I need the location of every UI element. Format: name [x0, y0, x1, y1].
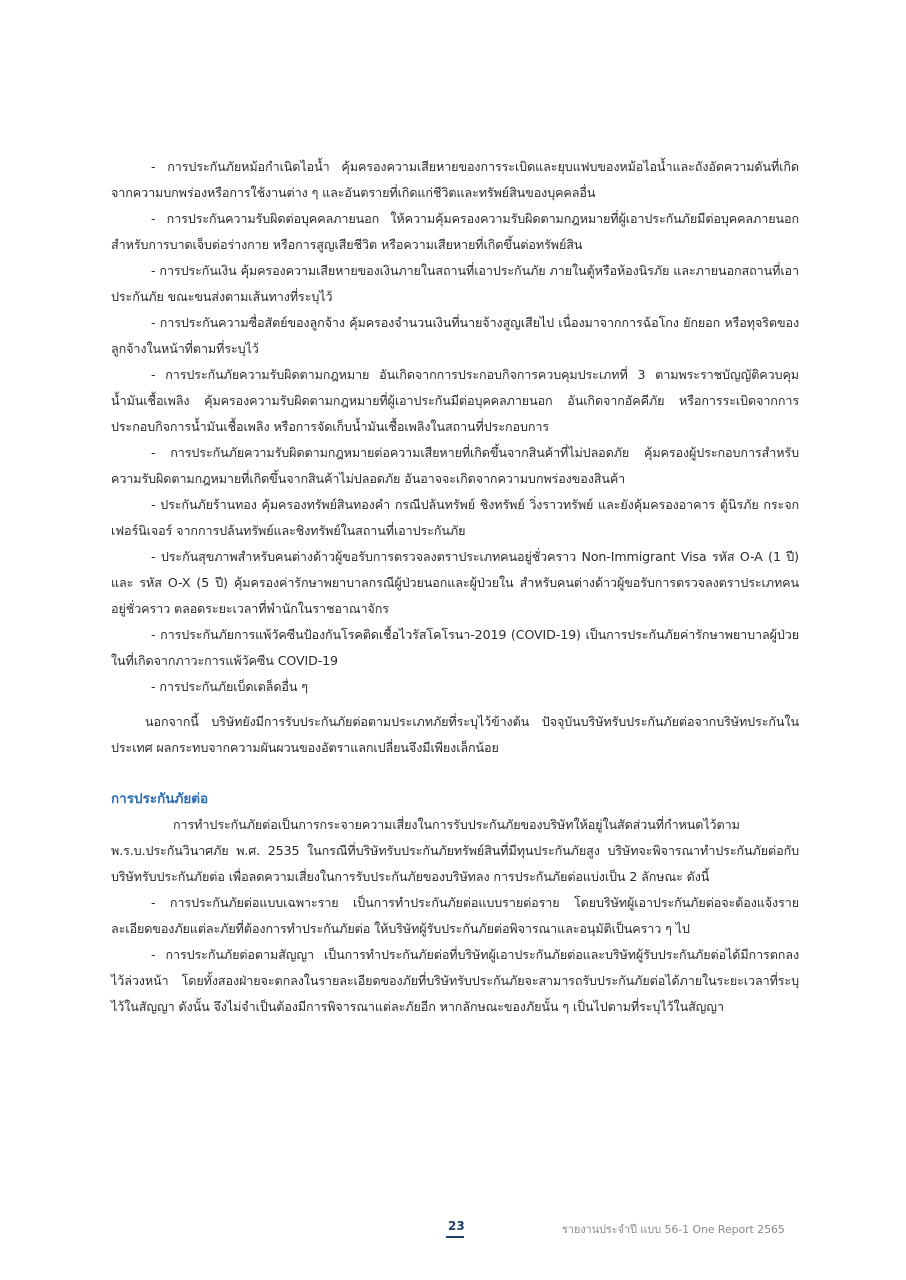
paragraph-health-foreigners: - ประกันสุขภาพสำหรับคนต่างด้าวผู้ขอรับการตรวจลงตราประเภทคนอยู่ชั่วคราว Non-Immigrant Visa รหัส O-A (1 ปี) และ รหัส O-X (5 ปี) คุ้มครองค่ารักษาพยาบาลกรณีผู้ป่วยนอกและผู้ป่วยใน สำหรับคนต่างด้าวผู้ขอรับการตรวจลงตราประเภทคนอยู่ชั่วคราว ตลอดระยะเวลาที่พำนักในราชอาณาจักร	[111, 549, 799, 616]
paragraph-money-insurance: - การประกันเงิน คุ้มครองความเสียหายของเงินภายในสถานที่เอาประกันภัย ภายในตู้หรือห้องนิรภัย และภายนอกสถานที่เอาประกันภัย ขณะขนส่งตามเส้นทางที่ระบุไว้	[111, 263, 799, 304]
page-content	[111, 154, 799, 1020]
section-heading-reinsurance: การประกันภัยต่อ	[111, 791, 209, 807]
paragraph-product-liability: - การประกันภัยความรับผิดตามกฎหมายต่อความเสียหายที่เกิดขึ้นจากสินค้าที่ไม่ปลอดภัย คุ้มครองผู้ประกอบการสำหรับความรับผิดตามกฎหมายที่เกิดขึ้นจากสินค้าไม่ปลอดภัย อันอาจจะเกิดจากความบกพร่องของสินค้า	[111, 445, 799, 486]
page-footer	[0, 1219, 906, 1243]
paragraph-third-party-liability: - การประกันความรับผิดต่อบุคคลภายนอก ให้ความคุ้มครองความรับผิดตามกฎหมายที่ผู้เอาประกันภัยมีต่อบุคคลภายนอก สำหรับการบาดเจ็บต่อร่างกาย หรือการสูญเสียชีวิต หรือความเสียหายที่เกิดขึ้นต่อทรัพย์สิน	[111, 211, 799, 252]
paragraph-reinsurance-summary: นอกจากนี้ บริษัทยังมีการรับประกันภัยต่อตามประเภทภัยที่ระบุไว้ข้างต้น ปัจจุบันบริษัทรับประกันภัยต่อจากบริษัทประกันในประเทศ ผลกระทบจากความผันผวนของอัตราแลกเปลี่ยนจึงมีเพียงเล็กน้อย	[111, 714, 799, 755]
paragraph-facultative-reinsurance: - การประกันภัยต่อแบบเฉพาะราย เป็นการทำประกันภัยต่อแบบรายต่อราย โดยบริษัทผู้เอาประกันภัยต่อจะต้องแจ้งรายละเอียดของภัยแต่ละภัยที่ต้องการทำประกันภัยต่อ ให้บริษัทผู้รับประกันภัยต่อพิจารณาและอนุมัติเป็นคราว ๆ ไป	[111, 895, 799, 936]
paragraph-boiler-insurance: - การประกันภัยหม้อกำเนิดไอน้ำ คุ้มครองความเสียหายของการระเบิดและยุบแฟบของหม้อไอน้ำและถังอัดความดันที่เกิดจากความบกพร่องหรือการใช้งานต่าง ๆ และอันตรายที่เกิดแก่ชีวิตและทรัพย์สินของบุคคลอื่น	[111, 159, 799, 200]
paragraph-fidelity-insurance: - การประกันความซื่อสัตย์ของลูกจ้าง คุ้มครองจำนวนเงินที่นายจ้างสูญเสียไป เนื่องมาจากการฉ้อโกง ยักยอก หรือทุจริตของลูกจ้างในหน้าที่ตามที่ระบุไว้	[111, 315, 799, 356]
paragraph-covid-vaccine: - การประกันภัยการแพ้วัคซีนป้องกันโรคติดเชื้อไวรัสโคโรนา-2019 (COVID-19) เป็นการประกันภัยค่ารักษาพยาบาลผู้ป่วยในที่เกิดจากภาวะการแพ้วัคซีน COVID-19	[111, 627, 799, 668]
paragraph-misc-insurance: - การประกันภัยเบ็ดเตล็ดอื่น ๆ	[151, 679, 308, 694]
paragraph-reinsurance-intro: การทำประกันภัยต่อเป็นการกระจายความเสี่ยงในการรับประกันภัยของบริษัทให้อยู่ในสัดส่วนที่กำหนดไว้ตาม พ.ร.บ.ประกันวินาศภัย พ.ศ. 2535 ในกรณีที่บริษัทรับประกันภัยทรัพย์สินที่มีทุนประกันภัยสูง บริษัทจะพิจารณาทำประกันภัยต่อกับบริษัทรับประกันภัยต่อ เพื่อลดความเสี่ยงในการรับประกันภัยของบริษัทลง การประกันภัยต่อแบ่งเป็น 2 ลักษณะ ดังนี้	[111, 817, 799, 884]
page-number-underline	[446, 1236, 464, 1238]
paragraph-fuel-liability: - การประกันภัยความรับผิดตามกฎหมาย อันเกิดจากการประกอบกิจการควบคุมประเภทที่ 3 ตามพระราชบัญญัติควบคุมน้ำมันเชื้อเพลิง คุ้มครองความรับผิดตามกฎหมายที่ผู้เอาประกันมีต่อบุคคลภายนอก อันเกิดจากอัคคีภัย หรือการระเบิดจากการประกอบกิจการน้ำมันเชื้อเพลิง หรือการจัดเก็บน้ำมันเชื้อเพลิงในสถานที่ประกอบการ	[111, 367, 799, 434]
page-number: 23	[448, 1219, 465, 1233]
report-label: รายงานประจำปี แบบ 56-1 One Report 2565	[562, 1223, 785, 1236]
paragraph-gold-shop: - ประกันภัยร้านทอง คุ้มครองทรัพย์สินทองคำ กรณีปล้นทรัพย์ ชิงทรัพย์ วิ่งราวทรัพย์ และยังคุ้มครองอาคาร ตู้นิรภัย กระจก เฟอร์นิเจอร์ จากการปล้นทรัพย์และชิงทรัพย์ในสถานที่เอาประกันภัย	[111, 497, 799, 538]
paragraph-treaty-reinsurance: - การประกันภัยต่อตามสัญญา เป็นการทำประกันภัยต่อที่บริษัทผู้เอาประกันภัยต่อและบริษัทผู้รับประกันภัยต่อได้มีการตกลงไว้ล่วงหน้า โดยทั้งสองฝ่ายจะตกลงในรายละเอียดของภัยที่บริษัทรับประกันภัยจะสามารถรับประกันภัยต่อได้ภายในระยะเวลาที่ระบุไว้ในสัญญา ดังนั้น จึงไม่จำเป็นต้องมีการพิจารณาแต่ละภัยอีก หากลักษณะของภัยนั้น ๆ เป็นไปตามที่ระบุไว้ในสัญญา	[111, 947, 799, 1014]
